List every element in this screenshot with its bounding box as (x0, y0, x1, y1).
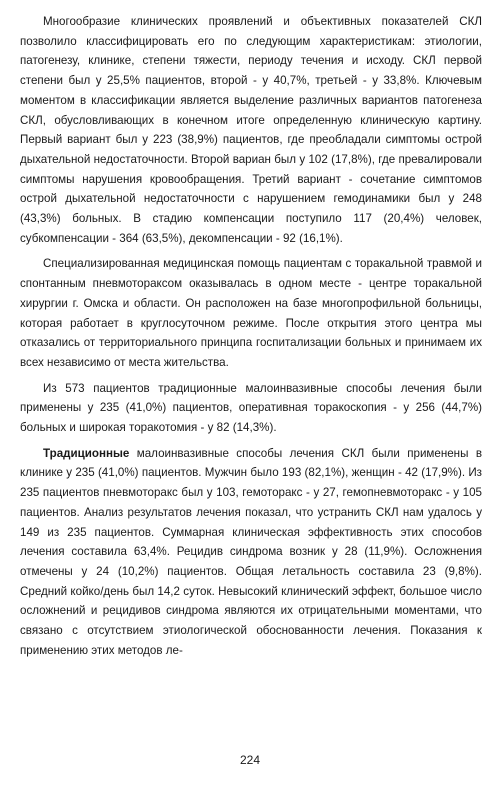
paragraph-text: Из 573 пациентов традиционные малоинвазивные способы лечения были применены у 235 (41,0%) пациентов, оперативная торакоскопия - у 256 (44,7%) больных и широкая торакотомия - у 82 (14,3%). (20, 381, 482, 435)
page-number: 224 (239, 753, 261, 767)
body-text (20, 12, 482, 667)
paragraph-treatment-summary (20, 379, 482, 438)
paragraph-text: Специализированная медицинская помощь пациентам с торакальной травмой и спонтанным пневмотораксом оказывалась в одном месте - центре торакальной хирургии г. Омска и области. Он расположен на базе многопрофильной больницы, которая работает в круглосуточном режиме. После открытия этого центра мы отказались от территориального принципа госпитализации больных и принимаем их всех независимо от места жительства. (20, 257, 482, 369)
paragraph-classification (20, 12, 482, 248)
paragraph-lead: Традиционные (43, 446, 130, 460)
paragraph-traditional-methods (20, 444, 482, 661)
paragraph-text: Многообразие клинических проявлений и объективных показателей СКЛ позволило классифицировать его по следующим характеристикам: этиологии, патогенезу, клинике, степени тяжести, периоду течения и исходу. СКЛ первой степени был у 25,5% пациентов, второй - у 40,7%, третьей - у 33,8%. Ключевым моментом в классификации является выделение различных вариантов патогенеза СКЛ, обусловливающих в конечном итоге определенную клиническую картину. Первый вариант был у 223 (38,9%) пациентов, где преобладали симптомы острой дыхательной недостаточности. Второй вариан был у 102 (17,8%), где превалировали симптомы нарушения кровообращения. Третий вариант - сочетание симптомов острой дыхательной недостаточности с нарушением гемодинамики был у 248 (43,3%) больных. В стадию компенсации поступило 117 (20,4%) человек, субкомпенсации - 364 (63,5%), декомпенсации - 92 (16,1%). (20, 15, 482, 245)
paragraph-text: малоинвазивные способы лечения СКЛ были применены в клинике у 235 (41,0%) пациентов. Мужчин было 193 (82,1%), женщин - 42 (17,9%). Из 235 пациентов пневмоторакс был у 103, гемоторакс - у 27, гемопневмоторакс - у 105 пациентов. Анализ результатов лечения показал, что устранить СКЛ нам удалось у 149 из 235 пациентов. Суммарная клиническая эффективность этих способов лечения составила 63,4%. Рецидив синдрома возник у 28 (11,9%). Осложнения отмечены у 24 (10,2%) пациентов. Общая летальность составила 23 (9,8%). Средний койко/день был 14,2 суток. Невысокий клинический эффект, большое число осложнений и рецидивов синдрома являются их отрицательными моментами, что связано с отсутствием этиологической обоснованности лечения. Показания к применению этих методов ле- (20, 446, 482, 657)
paragraph-center (20, 254, 482, 372)
